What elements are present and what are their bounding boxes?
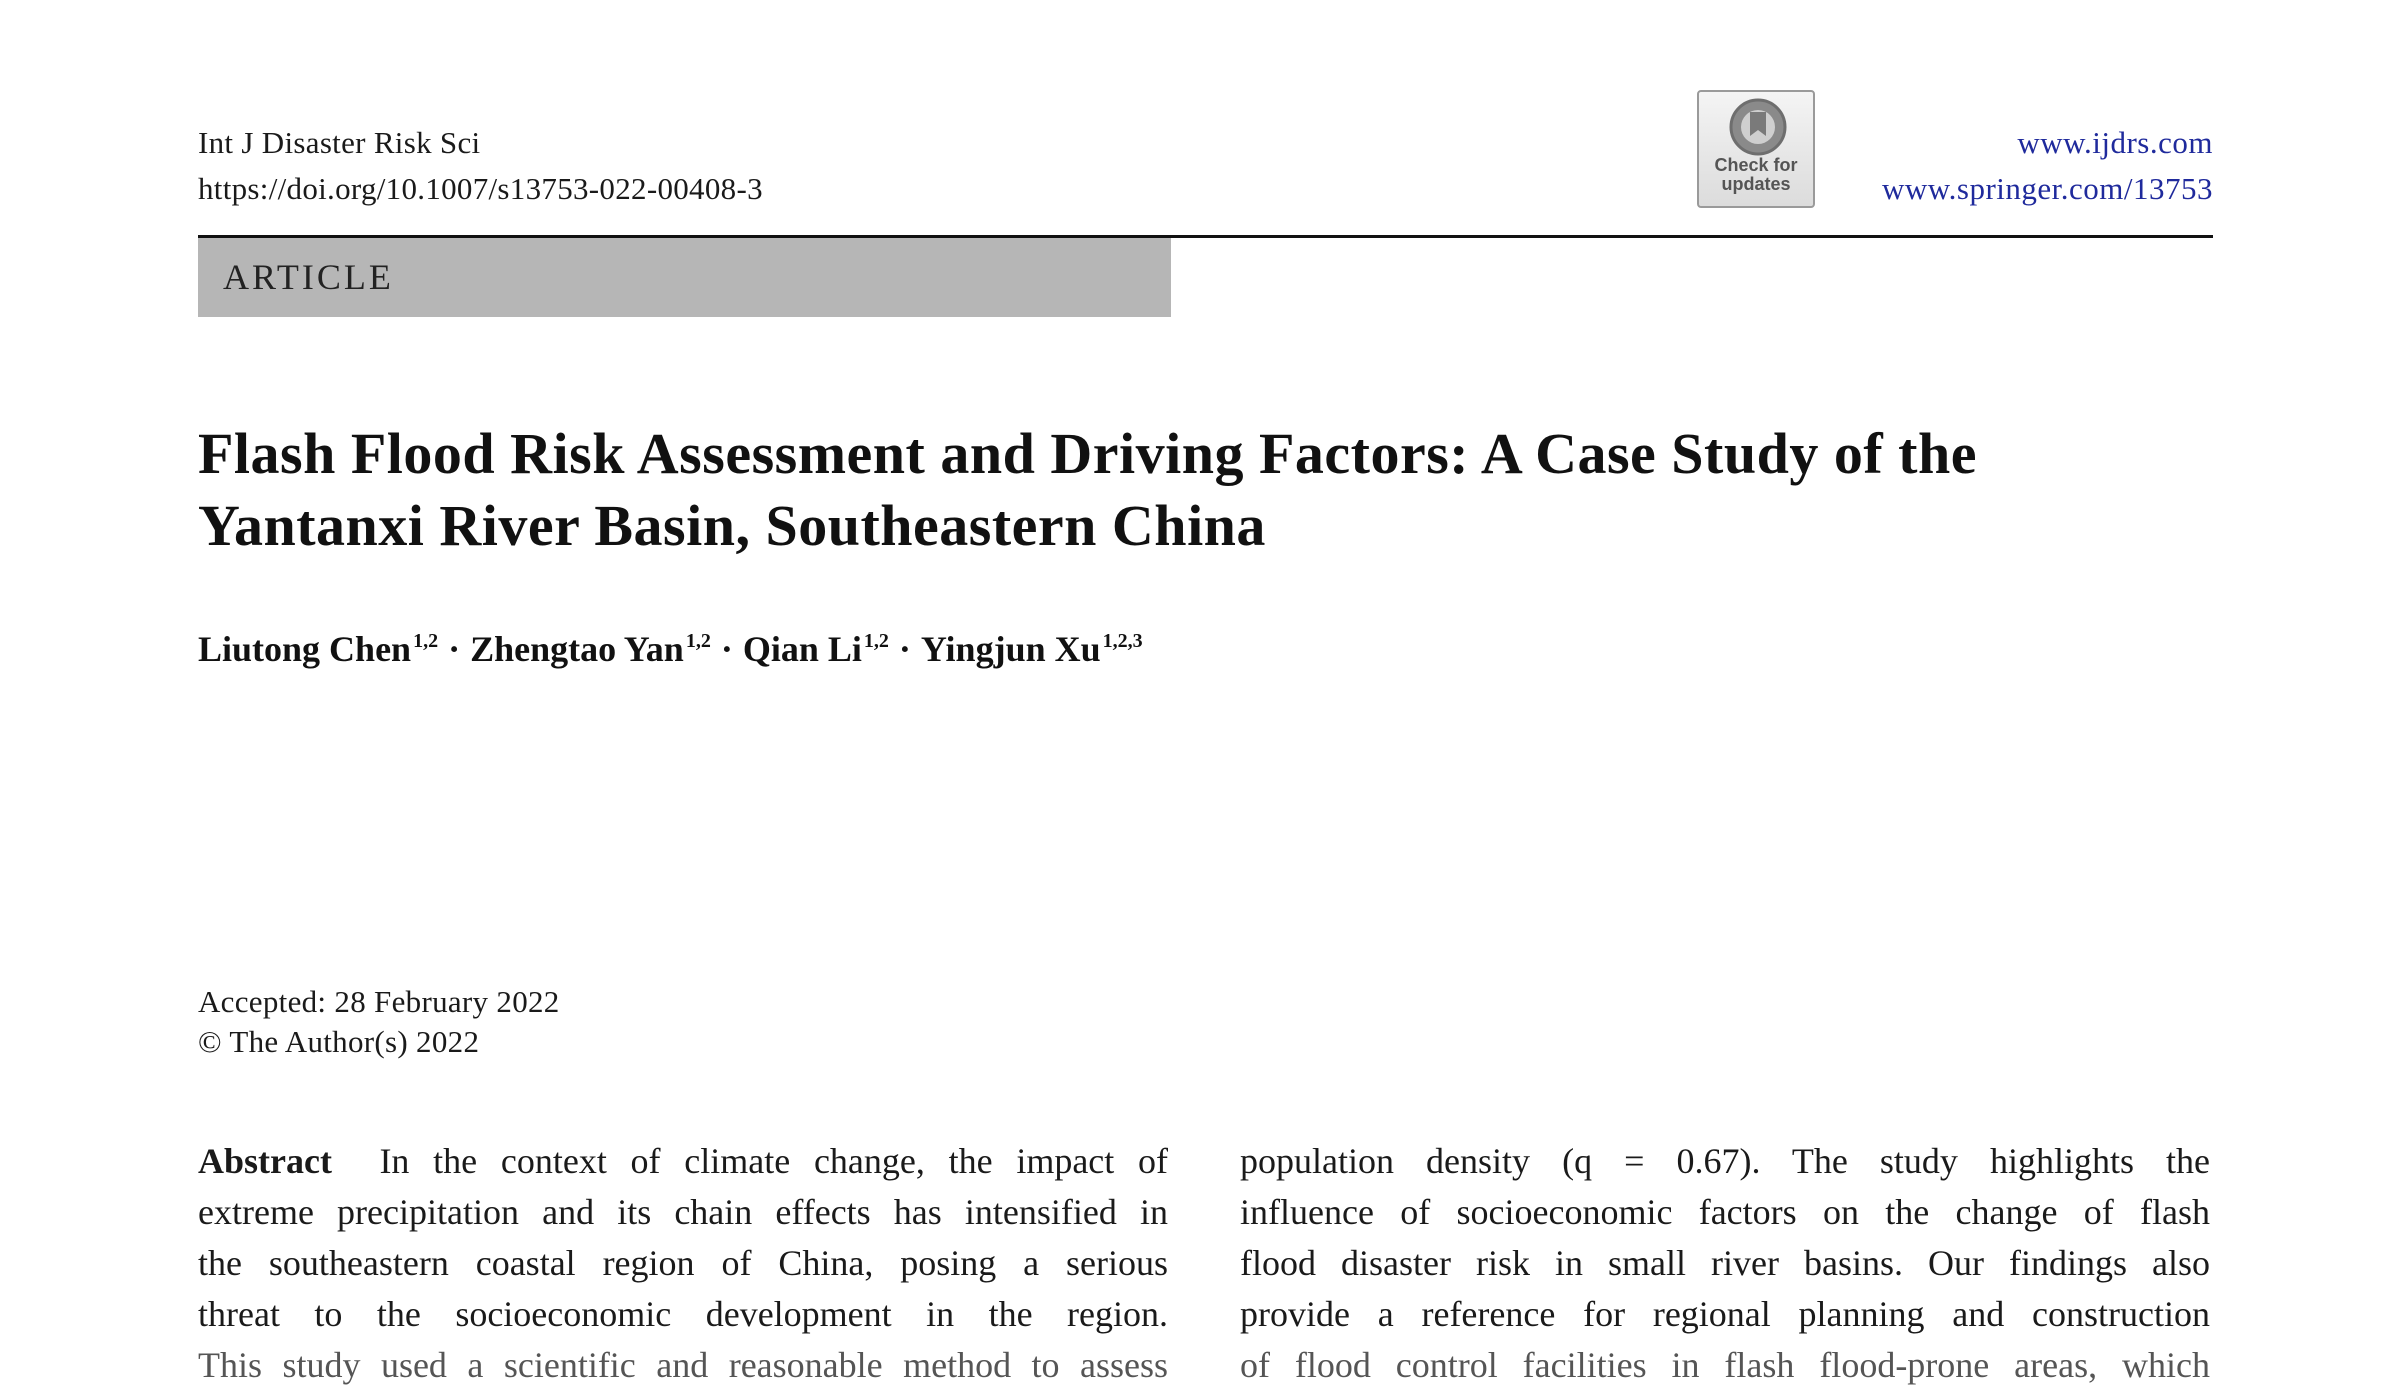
- doi-link[interactable]: https://doi.org/10.1007/s13753-022-00408-3: [198, 171, 763, 206]
- author-affiliation: 1,2: [863, 630, 889, 652]
- author-name[interactable]: Zhengtao Yan: [470, 629, 684, 669]
- abstract-text: In the context of climate change, the impact of: [379, 1141, 1169, 1181]
- abstract-line: flood disaster risk in small river basins. Our findings also: [1240, 1243, 2210, 1283]
- abstract-line: provide a reference for regional planning and construction: [1240, 1294, 2210, 1334]
- abstract-line: population density (q = 0.67). The study highlights the: [1240, 1141, 2210, 1181]
- badge-line-1: Check for: [1714, 155, 1798, 175]
- abstract-line: the southeastern coastal region of China, posing a serious: [198, 1243, 1168, 1283]
- journal-links: [1882, 120, 2213, 212]
- article-type-label: ARTICLE: [223, 257, 394, 297]
- author-name[interactable]: Qian Li: [742, 629, 862, 669]
- author-separator: ·: [720, 629, 733, 669]
- abstract-line: influence of socioeconomic factors on the change of flash: [1240, 1192, 2210, 1232]
- author-affiliation: 1,2,3: [1102, 630, 1143, 652]
- author-affiliation: 1,2: [413, 630, 439, 652]
- abstract-label: Abstract: [198, 1141, 332, 1181]
- abstract-line: of flood control facilities in flash flood-prone areas, which: [1240, 1345, 2210, 1385]
- paper-title: Flash Flood Risk Assessment and Driving Factors: A Case Study of the Yantanxi River Basin, Southeastern China: [198, 421, 1977, 558]
- abstract-column-left: [198, 1136, 1168, 1391]
- abstract-line: [198, 1136, 1168, 1187]
- article-type-band: [198, 238, 1171, 317]
- badge-text: [1699, 156, 1813, 194]
- journal-name: Int J Disaster Risk Sci: [198, 125, 481, 160]
- badge-line-2: updates: [1721, 174, 1791, 194]
- accepted-date: Accepted: 28 February 2022: [198, 984, 560, 1019]
- abstract-column-right: [1240, 1136, 2210, 1391]
- bookmark-icon: [1727, 96, 1789, 158]
- abstract-line: extreme precipitation and its chain effects has intensified in: [198, 1192, 1168, 1232]
- author-list: [198, 628, 1143, 670]
- abstract-line: threat to the socioeconomic development in the region.: [198, 1294, 1168, 1334]
- author-name[interactable]: Liutong Chen: [198, 629, 412, 669]
- springer-link[interactable]: www.springer.com/13753: [1881, 171, 2213, 206]
- author-affiliation: 1,2: [685, 630, 711, 652]
- abstract-line: This study used a scientific and reasonable method to assess: [198, 1345, 1168, 1385]
- author-name[interactable]: Yingjun Xu: [920, 629, 1101, 669]
- author-separator: ·: [898, 629, 911, 669]
- publication-dates: [198, 982, 560, 1062]
- author-separator: ·: [448, 629, 461, 669]
- journal-info: [198, 120, 763, 212]
- journal-website-link[interactable]: www.ijdrs.com: [2017, 125, 2213, 160]
- copyright-notice: © The Author(s) 2022: [198, 1024, 480, 1059]
- check-for-updates-badge[interactable]: [1697, 90, 1815, 208]
